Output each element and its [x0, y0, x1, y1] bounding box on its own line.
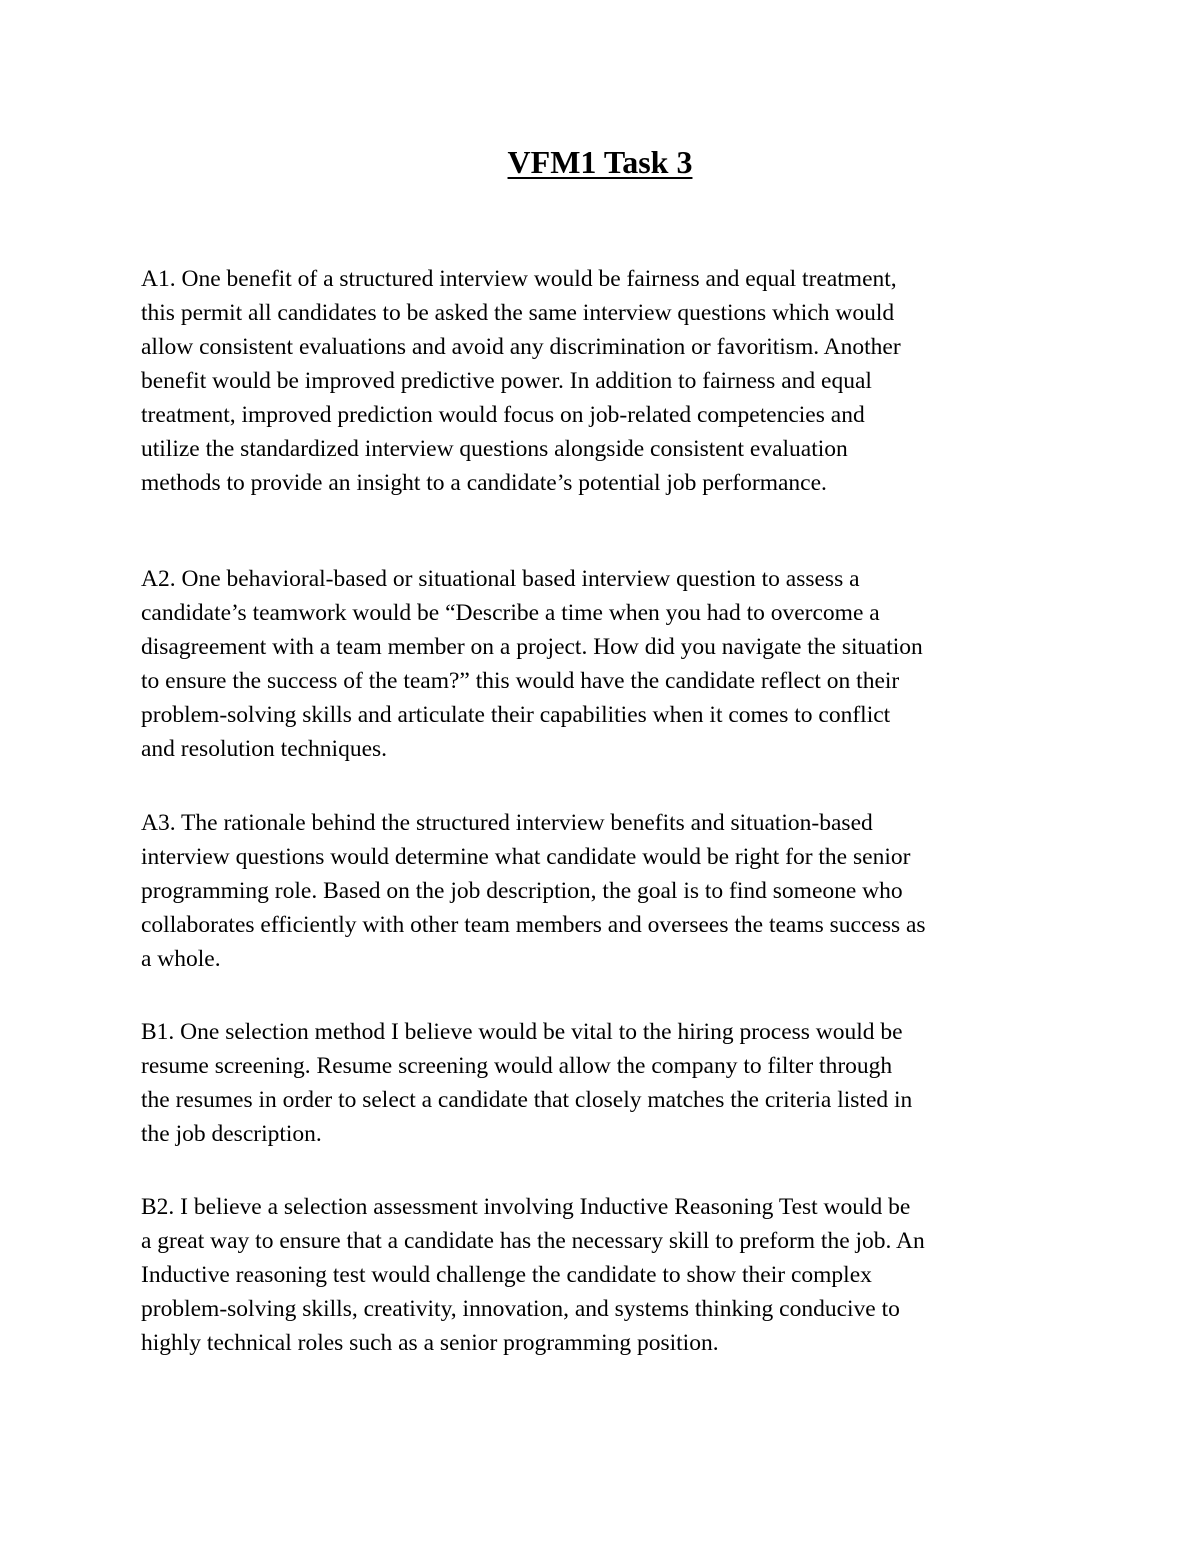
paragraph-a2: A2. One behavioral-based or situational based interview question to assess a candidate’s teamwork would be “Describe a time when you had to overcome a disagreement with a team member on a project. How did you navigate the situation to ensure the success of the team?” this would have the candidate reflect on their problem-solving skills and articulate their capabilities when it comes to conflict and resolution techniques. [141, 566, 923, 762]
paragraph-a1: A1. One benefit of a structured interview would be fairness and equal treatment, this permit all candidates to be asked the same interview questions which would allow consistent evaluations and avoid any discrimination or favoritism. Another benefit would be improved predictive power. In addition to fairness and equal treatment, improved prediction would focus on job-related competencies and utilize the standardized interview questions alongside consistent evaluation methods to provide an insight to a candidate’s potential job performance. [141, 266, 901, 496]
paragraph-a3: A3. The rationale behind the structured interview benefits and situation-based interview questions would determine what candidate would be right for the senior programming role. Based on the job description, the goal is to find someone who collaborates efficiently with other team members and oversees the teams success as a whole. [141, 810, 926, 972]
document-title [0, 140, 1200, 184]
paragraph-b1: B1. One selection method I believe would be vital to the hiring process would be resume screening. Resume screening would allow the company to filter through the resumes in order to select a candidate that closely matches the criteria listed in the job description. [141, 1019, 913, 1147]
paragraph-b2: B2. I believe a selection assessment involving Inductive Reasoning Test would be a great way to ensure that a candidate has the necessary skill to preform the job. An Inductive reasoning test would challenge the candidate to show their complex problem-solving skills, creativity, innovation, and systems thinking conducive to highly technical roles such as a senior programming position. [141, 1194, 925, 1356]
document-title-text: VFM1 Task 3 [507, 144, 693, 180]
document-body [141, 262, 1066, 1360]
